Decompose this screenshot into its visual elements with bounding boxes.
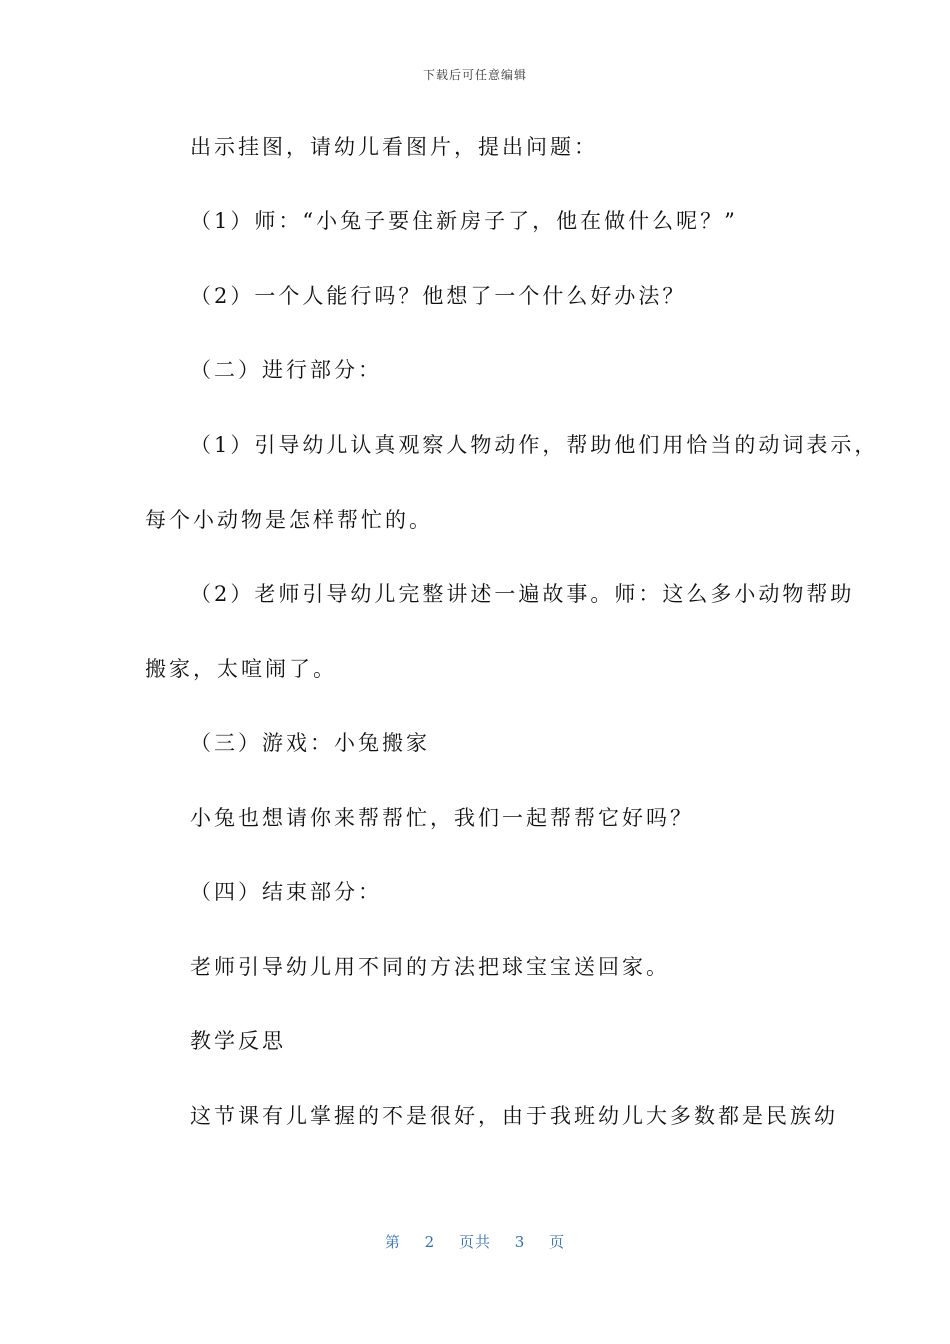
section-heading: 教学反思 xyxy=(190,1029,286,1053)
paragraph-line: 这节课有儿掌握的不是很好，由于我班幼儿大多数都是民族幼 xyxy=(190,1104,838,1128)
paragraph-line: （2）老师引导幼儿完整讲述一遍故事。师：这么多小动物帮助 xyxy=(190,582,855,606)
section-heading: （三）游戏：小兔搬家 xyxy=(190,731,430,755)
paragraph-line: 搬家，太喧闹了。 xyxy=(145,657,337,681)
section-heading: （二）进行部分： xyxy=(190,358,382,382)
paragraph-line: 出示挂图，请幼儿看图片，提出问题： xyxy=(190,135,598,159)
section-heading: （四）结束部分： xyxy=(190,880,382,904)
page-header: 下载后可任意编辑 xyxy=(422,68,527,82)
paragraph-line: 小兔也想请你来帮帮忙，我们一起帮帮它好吗？ xyxy=(190,806,694,830)
page-footer: 第 2 页共 3 页 xyxy=(384,1233,566,1251)
paragraph-line: （1）引导幼儿认真观察人物动作，帮助他们用恰当的动词表示， xyxy=(190,433,879,457)
paragraph-line: （2）一个人能行吗？他想了一个什么好办法？ xyxy=(190,284,687,308)
paragraph-line: （1）师：“小兔子要住新房子了，他在做什么呢？” xyxy=(190,209,738,233)
paragraph-line: 老师引导幼儿用不同的方法把球宝宝送回家。 xyxy=(190,955,670,979)
paragraph-line: 每个小动物是怎样帮忙的。 xyxy=(145,508,433,532)
